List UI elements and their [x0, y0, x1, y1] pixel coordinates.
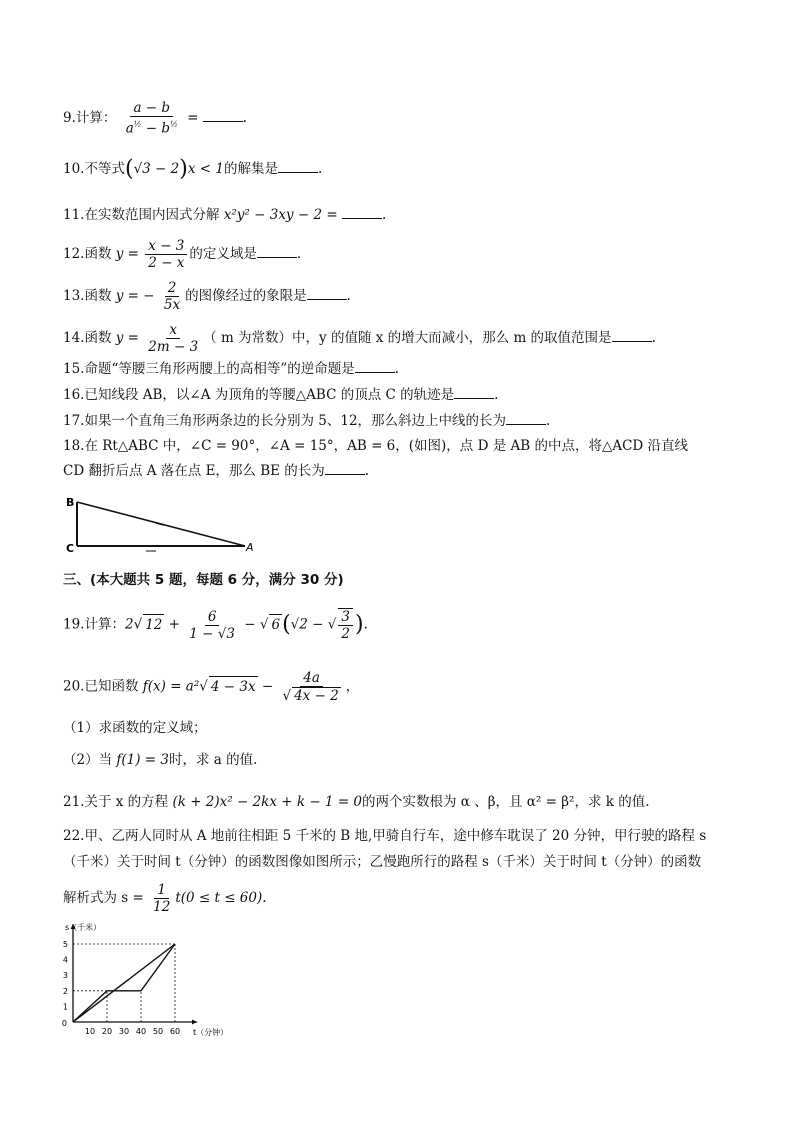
answer-blank[interactable] [506, 410, 546, 425]
question-22-line3: 解析式为 s = $\frac{1}{12}$ t(0 ≤ t ≤ 60). [63, 882, 267, 915]
q9-fraction: $\frac{a - b}{a^{\frac{1}{2}} - b^{\frac{1}{2}}}$ [125, 100, 178, 137]
x-axis-label: t（分钟） [193, 1028, 229, 1037]
x-tick-30: 30 [118, 1027, 130, 1036]
distance-time-chart [55, 918, 255, 1040]
y-tick-5: 5 [62, 940, 68, 949]
y-tick-3: 3 [62, 971, 68, 981]
x-tick-60: 60 [169, 1027, 181, 1036]
answer-blank[interactable] [612, 327, 652, 342]
question-13: 13.函数 y = − $\frac{2}{5x}$ 的图像经过的象限是 . [63, 280, 351, 313]
answer-blank[interactable] [454, 384, 494, 399]
label-a: A [246, 541, 254, 554]
question-21: 21.关于 x 的方程 (k + 2)x² − 2kx + k − 1 = 0的两个实数根为 α 、β，且 α² = β²，求 k 的值. [63, 794, 650, 810]
y-tick-1: 1 [62, 1002, 68, 1012]
question-20-part2: （2）当 f(1) = 3时，求 a 的值. [63, 752, 258, 768]
answer-blank[interactable] [342, 204, 382, 219]
y-axis-label: s（千米） [65, 923, 102, 932]
answer-blank[interactable] [355, 358, 395, 373]
label-c: C [66, 542, 75, 555]
question-12: 12.函数 y = $\frac{x - 3}{2 - x}$ 的定义域是 . [63, 238, 302, 271]
section-3-title: 三、(本大题共 5 题，每题 6 分，满分 30 分) [63, 572, 344, 588]
question-20-part1: （1）求函数的定义域； [63, 720, 207, 736]
label-b: B [66, 496, 75, 509]
x-tick-40: 40 [135, 1027, 147, 1036]
question-15: 15.命题“等腰三角形两腰上的高相等”的逆命题是 . [63, 358, 399, 379]
y-tick-4: 4 [62, 955, 68, 965]
question-17: 17.如果一个直角三角形两条边的长分别为 5、12，那么斜边上中线的长为 . [63, 410, 550, 431]
question-20: 20.已知函数 f(x) = a²√ 4 − 3x − $\frac{4a}{√ 4x - 2}$ ， [63, 670, 360, 704]
answer-blank[interactable] [278, 158, 318, 173]
triangle-figure [60, 492, 270, 558]
answer-blank[interactable] [307, 285, 347, 300]
question-18-line2: CD 翻折后点 A 落在点 E，那么 BE 的长为 . [63, 460, 369, 481]
question-11: 11.在实数范围内因式分解 x²y² − 3xy − 2 = . [63, 204, 386, 225]
question-16: 16.已知线段 AB，以∠A 为顶角的等腰△ABC 的顶点 C 的轨迹是 . [63, 384, 498, 405]
series-line-1 [73, 944, 175, 1022]
question-22-line2: （千米）关于时间 t（分钟）的函数图像如图所示；乙慢跑所行的路程 s（千米）关于时间 t（分钟）的函数 [63, 854, 702, 870]
y-tick-2: 2 [62, 986, 68, 996]
answer-blank[interactable] [203, 107, 243, 122]
question-22-line1: 22.甲、乙两人同时从 A 地前往相距 5 千米的 B 地,甲骑自行车，途中修车耽误了 20 分钟，甲行驶的路程 s [63, 828, 707, 844]
x-tick-50: 50 [152, 1027, 164, 1036]
question-18-line1: 18.在 Rt△ABC 中，∠C = 90°，∠A = 15°，AB = 6，(如图)，点 D 是 AB 的中点，将△ACD 沿直线 [63, 438, 689, 454]
x-tick-20: 20 [101, 1027, 113, 1036]
question-14: 14.函数 y = $\frac{x}{2m - 3}$ （ m 为常数）中，y 的值随 x 的增大而减小，那么 m 的取值范围是 . [63, 322, 656, 355]
question-19: 19.计算：2√ 12 + $\frac{6}{1 - √3}$ − √ 6(√2 − √ $\frac{3}{2}$ ). [63, 608, 368, 642]
x-axis-arrow [192, 1020, 197, 1025]
answer-blank[interactable] [257, 243, 297, 258]
answer-blank[interactable] [325, 460, 365, 475]
question-9: 9.计算： $\frac{a - b}{a^{\frac{1}{2}} - b^{\frac{1}{2}}}$ = . [63, 100, 248, 137]
question-10: 10.不等式(√3 − 2)x < 1的解集是 . [63, 156, 323, 182]
x-tick-10: 10 [84, 1027, 96, 1036]
origin-label: 0 [61, 1019, 67, 1028]
